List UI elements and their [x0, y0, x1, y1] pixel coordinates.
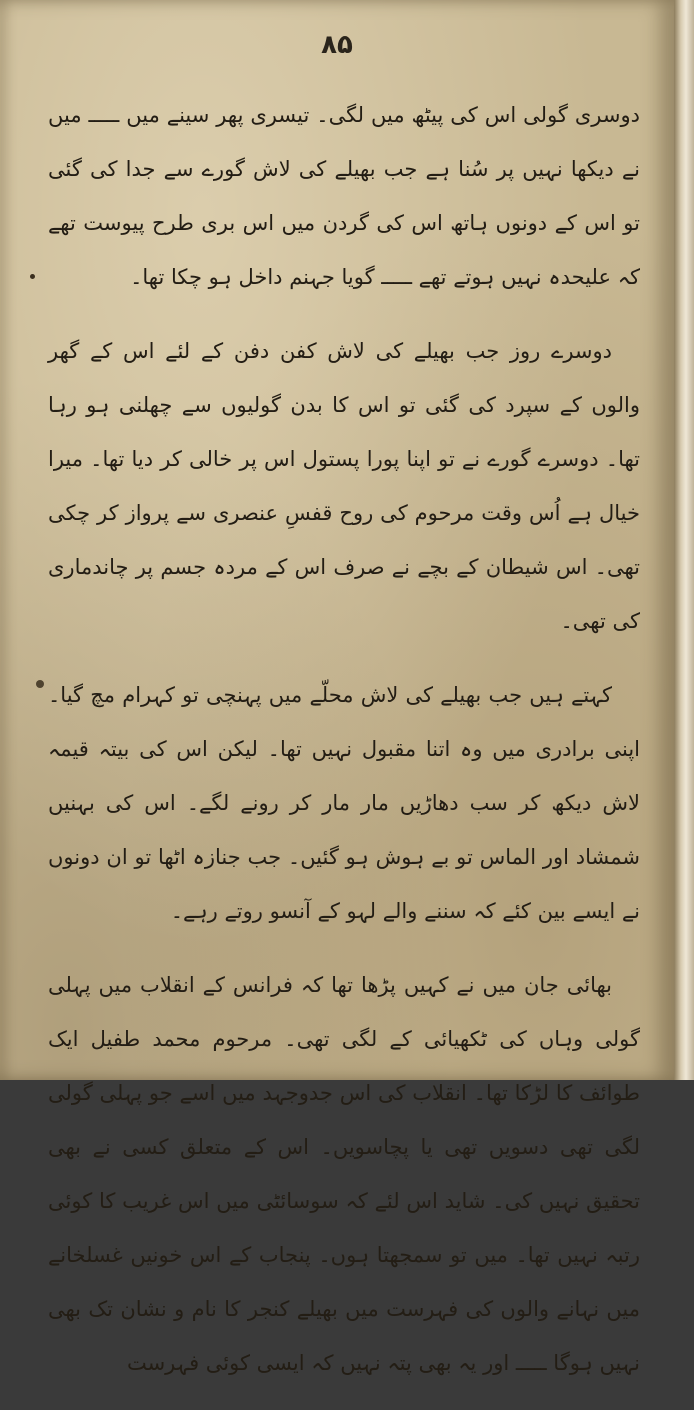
paragraph-1: دوسری گولی اس کی پیٹھ میں لگی۔ تیسری پھر سینے میں ـــــ میں نے دیکھا نہیں پر سُنا ہے جب بھیلے کی لاش گورے سے جدا کی گئی تو اس کے دونوں ہاتھ اس کی گردن میں اس بری طرح پیوست تھے کہ علیحدہ نہیں ہوتے تھے ـــــ گویا جہنم داخل ہو چکا تھا۔ [48, 103, 640, 289]
page-number: ۸۵ [321, 30, 353, 60]
page-body-text [48, 88, 640, 1410]
page-edge [674, 0, 694, 1080]
paragraph-3: کہتے ہیں جب بھیلے کی لاش محلّے میں پہنچی تو کہرام مچ گیا۔ اپنی برادری میں وہ اتنا مقبول نہیں تھا۔ لیکن اس کی بیتہ قیمہ لاش دیکھ کر سب دھاڑیں مار مار کر رونے لگے۔ اس کی بہنیں شمشاد اور الماس تو بے ہوش ہو گئیں۔ جب جنازہ اٹھا تو ان دونوں نے ایسے بین کئے کہ سننے والے لہو کے آنسو روتے رہے۔ [48, 683, 640, 923]
ink-speck [30, 274, 35, 279]
ink-stain [36, 680, 44, 688]
paragraph-4: بھائی جان میں نے کہیں پڑھا تھا کہ فرانس کے انقلاب میں پہلی گولی وہاں کی ٹکھیائی کے لگی تھی۔ مرحوم محمد طفیل ایک طوائف کا لڑکا تھا۔ انقلاب کی اس جدوجہد میں اسے جو پہلی گولی لگی تھی دسویں تھی یا پچاسویں۔ اس کے متعلق کسی نے بھی تحقیق نہیں کی۔ شاید اس لئے کہ سوسائٹی میں اس غریب کا کوئی رتبہ نہیں تھا۔ میں تو سمجھتا ہوں۔ پنجاب کے اس خونیں غسلخانے میں نہانے والوں کی فہرست میں بھیلے کنجر کا نام و نشان تک بھی نہیں ہوگا ـــــ اور یہ بھی پتہ نہیں کہ ایسی کوئی فہرست [48, 973, 640, 1375]
paragraph-2: دوسرے روز جب بھیلے کی لاش کفن دفن کے لئے اس کے گھر والوں کے سپرد کی گئی تو اس کا بدن گولیوں سے چھلنی ہو رہا تھا۔ دوسرے گورے نے تو اپنا پورا پستول اس پر خالی کر دیا تھا۔ میرا خیال ہے اُس وقت مرحوم کی روح قفسِ عنصری سے پرواز کر چکی تھی۔ اس شیطان کے بچے نے صرف اس کے مردہ جسم پر چاندماری کی تھی۔ [48, 339, 640, 633]
